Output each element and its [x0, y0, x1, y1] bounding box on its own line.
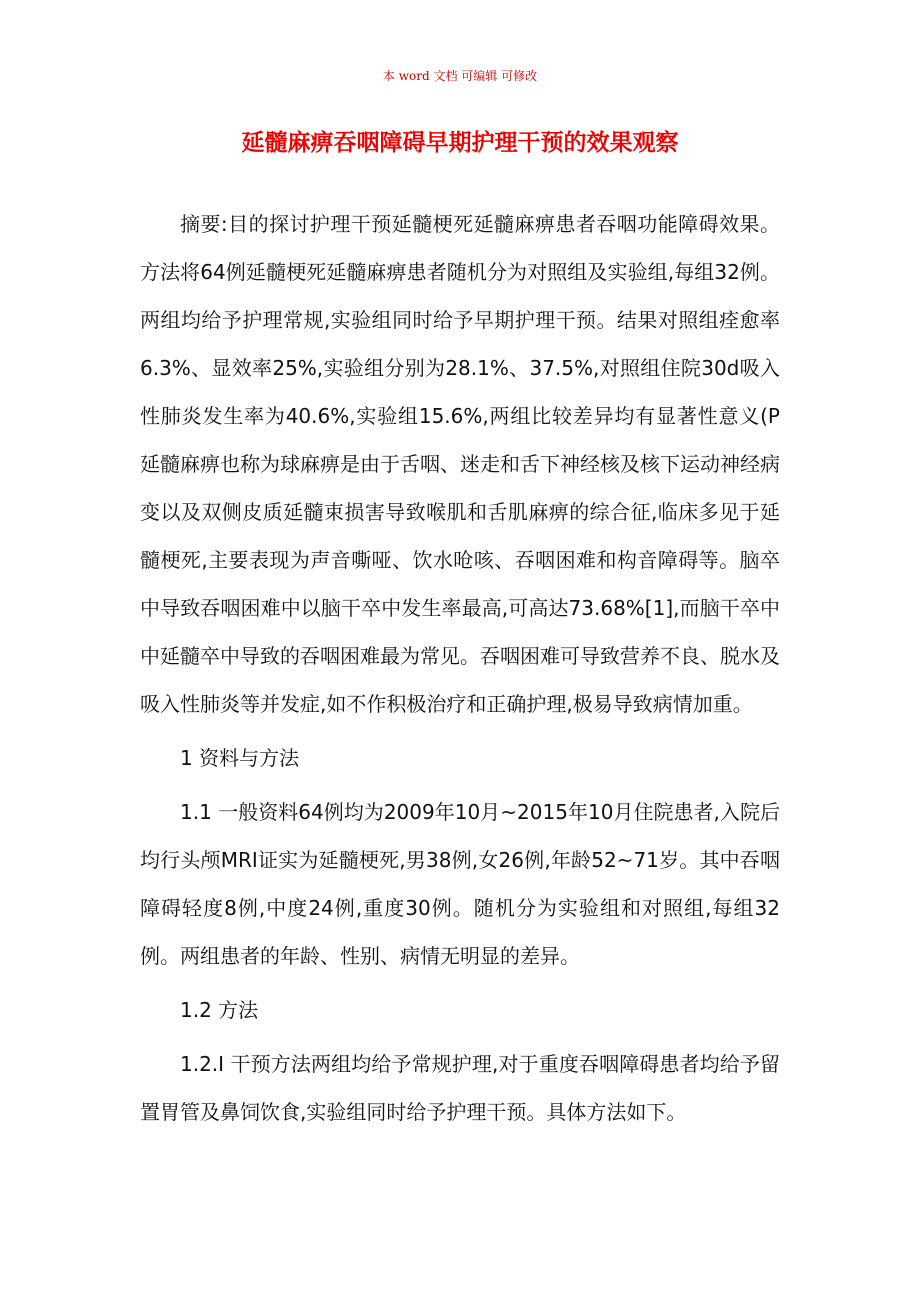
- section-heading-methods: 1.2 方法: [180, 998, 259, 1022]
- document-body: [140, 200, 780, 1136]
- section-heading-materials-methods: 1 资料与方法: [180, 746, 300, 770]
- general-data-paragraph: 1.1 一般资料64例均为2009年10月~2015年10月住院患者,入院后均行头颅MRI证实为延髓梗死,男38例,女26例,年龄52~71岁。其中吞咽障碍轻度8例,中度24例,重度30例。随机分为实验组和对照组,每组32例。两组患者的年龄、性别、病情无明显的差异。: [140, 800, 780, 968]
- header-note: 本 word 文档 可编辑 可修改: [382, 69, 538, 83]
- intervention-paragraph: 1.2.I 干预方法两组均给予常规护理,对于重度吞咽障碍患者均给予留置胃管及鼻饲饮食,实验组同时给予护理干预。具体方法如下。: [140, 1052, 780, 1124]
- abstract-paragraph: 摘要:目的探讨护理干预延髓梗死延髓麻痹患者吞咽功能障碍效果。方法将64例延髓梗死延髓麻痹患者随机分为对照组及实验组,每组32例。两组均给予护理常规,实验组同时给予早期护理干预。结果对照组痊愈率6.3%、显效率25%,实验组分别为28.1%、37.5%,对照组住院30d吸入性肺炎发生率为40.6%,实验组15.6%,两组比较差异均有显著性意义(P 延髓麻痹也称为球麻痹是由于舌咽、迷走和舌下神经核及核下运动神经病变以及双侧皮质延髓束损害导致喉肌和舌肌麻痹的综合征,临床多见于延髓梗死,主要表现为声音嘶哑、饮水呛咳、吞咽困难和构音障碍等。脑卒中导致吞咽困难中以脑干卒中发生率最高,可高达73.68%[1],而脑干卒中中延髓卒中导致的吞咽困难最为常见。吞咽困难可导致营养不良、脱水及吸入性肺炎等并发症,如不作积极治疗和正确护理,极易导致病情加重。: [140, 212, 780, 716]
- document-title: 延髓麻痹吞咽障碍早期护理干预的效果观察: [241, 130, 679, 156]
